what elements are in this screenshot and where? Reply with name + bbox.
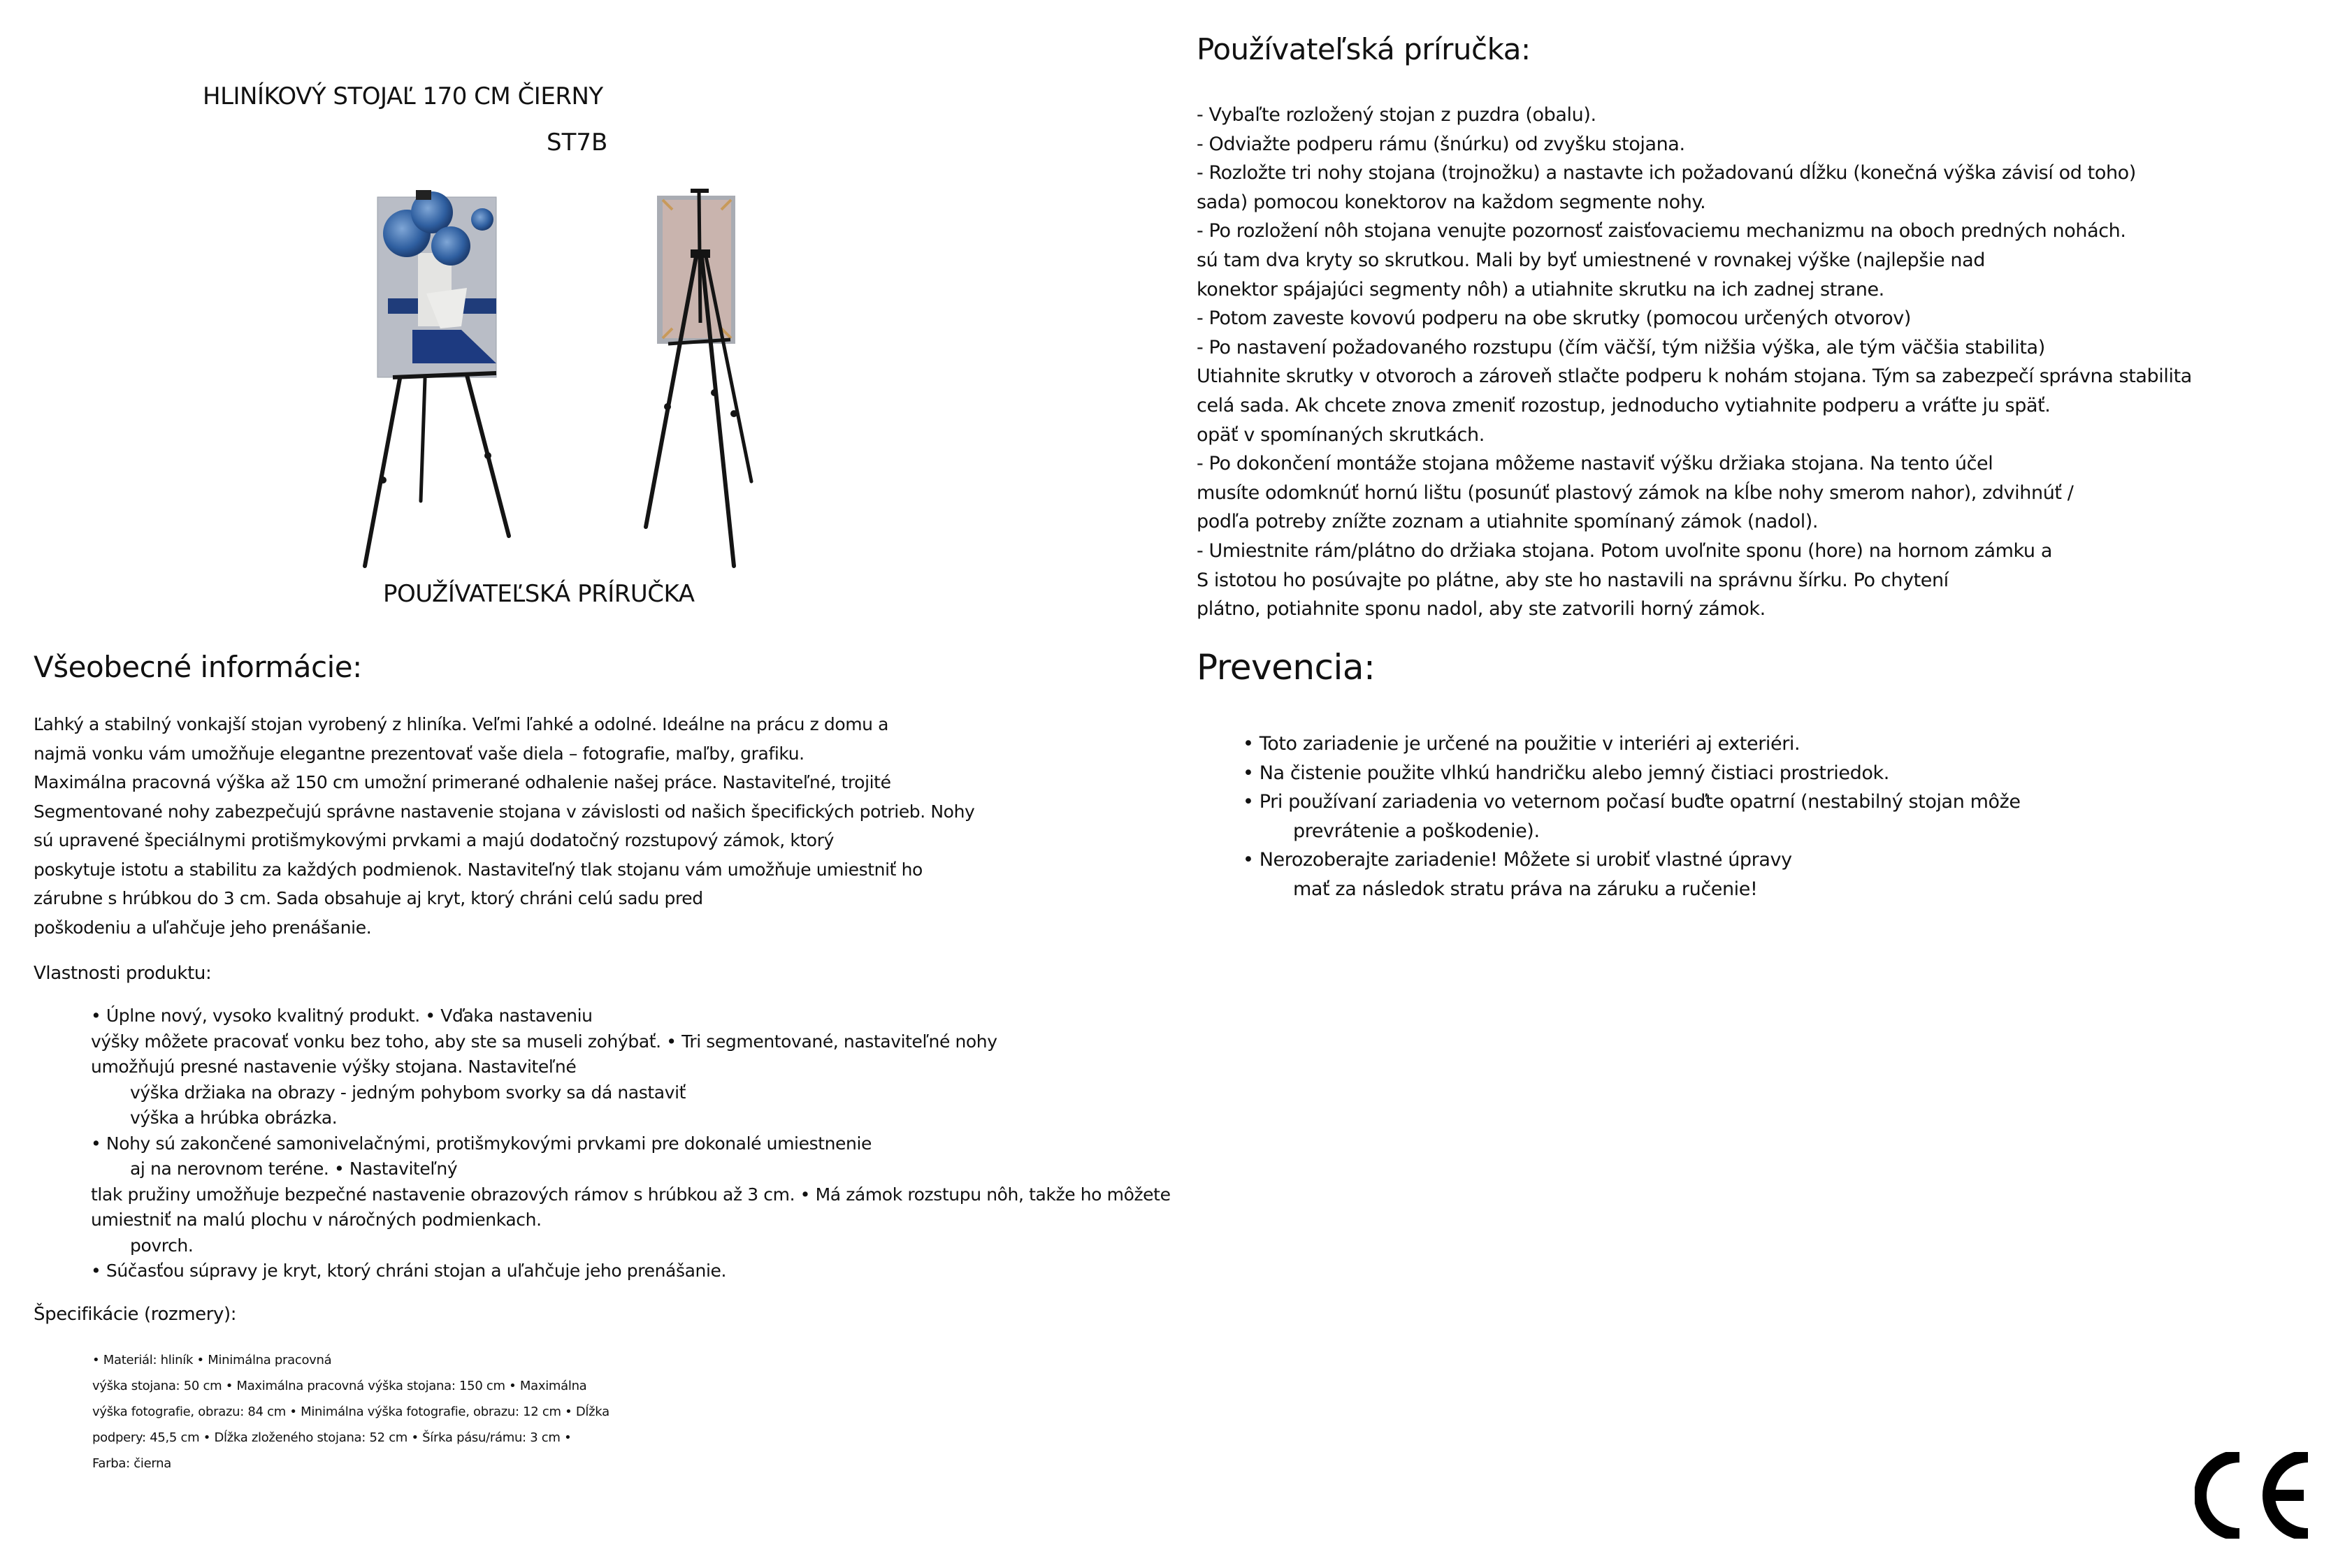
manual-heading: Používateľská príručka: [1197,32,1531,66]
manual-step-line: sada) pomocou konektorov na každom segmente nohy. [1197,191,1706,213]
feature-line: umiestniť na malú plochu v náročných podmienkach. [91,1210,542,1230]
specs-heading: Špecifikácie (rozmery): [34,1304,237,1325]
spec-line: výška stojana: 50 cm • Maximálna pracovná výška stojana: 150 cm • Maximálna [92,1379,587,1393]
manual-step-line: musíte odomknúť hornú lištu (posunúť plastový zámok na kĺbe nohy smerom nahor), zdvihnúť / [1197,481,2074,504]
general-info-line: poškodeniu a uľahčuje jeho prenášanie. [34,917,372,938]
manual-step-line: - Po dokončení montáže stojana môžeme nastaviť výšku držiaka stojana. Na tento účel [1197,453,1993,475]
prevention-line: • Pri používaní zariadenia vo veternom počasí buďte opatrní (nestabilný stojan môže [1243,791,2021,813]
manual-step-line: Utiahnite skrutky v otvoroch a zároveň stlačte podperu k nohám stojana. Tým sa zabezpečí správna stabilita [1197,365,2192,388]
easel-back-photo [629,183,839,574]
manual-step-line: opäť v spomínaných skrutkách. [1197,423,1485,446]
general-info-line: najmä vonku vám umožňuje elegantne prezentovať vaše diela – fotografie, maľby, grafiku. [34,743,804,764]
manual-subtitle: POUŽÍVATEĽSKÁ PRÍRUČKA [383,580,695,608]
manual-step-line: - Odviažte podperu rámu (šnúrku) od zvyšku stojana. [1197,133,1685,155]
feature-line: umožňujú presné nastavenie výšky stojana. Nastaviteľné [91,1057,577,1077]
general-info-line: Segmentované nohy zabezpečujú správne nastavenie stojana v závislosti od našich špecifických potrieb. Nohy [34,801,975,822]
feature-line: výška a hrúbka obrázka. [130,1108,338,1128]
general-info-line: Maximálna pracovná výška až 150 cm umožní primerané odhalenie našej práce. Nastaviteľné, trojité [34,772,891,792]
manual-step-line: - Umiestnite rám/plátno do držiaka stojana. Potom uvoľnite sponu (hore) na hornom zámku a [1197,539,2052,562]
manual-step-line: podľa potreby znížte zoznam a utiahnite spomínaný zámok (nadol). [1197,511,1819,533]
manual-step-line: - Po nastavení požadovaného rozstupu (čím väčší, tým nižšia výška, ale tým väčšia stabilita) [1197,336,2045,358]
feature-line: • Nohy sú zakončené samonivelačnými, protišmykovými prvkami pre dokonalé umiestnenie [91,1133,872,1154]
general-info-line: Ľahký a stabilný vonkajší stojan vyrobený z hliníka. Veľmi ľahké a odolné. Ideálne na prácu z domu a [34,714,889,734]
spec-line: • Materiál: hliník • Minimálna pracovná [92,1353,332,1367]
manual-steps [1197,101,2192,624]
manual-step-line: sú tam dva kryty so skrutkou. Mali by byť umiestnené v rovnakej výške (najlepšie nad [1197,249,1986,271]
prevention-line: • Nerozoberajte zariadenie! Môžete si urobiť vlastné úpravy [1243,849,1792,871]
manual-step-line: S istotou ho posúvajte po plátne, aby ste ho nastavili na správnu šírku. Po chytení [1197,569,1949,591]
spec-line: výška fotografie, obrazu: 84 cm • Minimálna výška fotografie, obrazu: 12 cm • Dĺžka [92,1404,609,1419]
feature-line: povrch. [130,1235,194,1256]
product-title: HLINÍKOVÝ STOJAĽ 170 CM ČIERNY [203,82,603,110]
general-info-text [34,710,974,942]
easel-front-photo [349,183,559,574]
manual-step-line: - Po rozložení nôh stojana venujte pozornosť zaisťovaciemu mechanizmu na oboch predných nohách. [1197,220,2126,242]
prevention-heading: Prevencia: [1197,647,1376,688]
feature-line: tlak pružiny umožňuje bezpečné nastavenie obrazových rámov s hrúbkou až 3 cm. • Má zámok rozstupu nôh, takže ho môžete [91,1184,1171,1205]
prevention-line: • Toto zariadenie je určené na použitie v interiéri aj exteriéri. [1243,733,1801,755]
general-info-heading: Všeobecné informácie: [34,650,362,684]
general-info-line: poskytuje istotu a stabilitu za každých podmienok. Nastaviteľný tlak stojanu vám umožňuje umiestniť ho [34,859,923,880]
ce-mark-icon [2195,1452,2314,1539]
general-info-line: zárubne s hrúbkou do 3 cm. Sada obsahuje aj kryt, ktorý chráni celú sadu pred [34,888,703,908]
spec-line: Farba: čierna [92,1456,171,1471]
general-info-line: sú upravené špeciálnymi protišmykovými prvkami a majú dodatočný rozstupový zámok, ktorý [34,830,834,850]
prevention-list [1243,729,2021,903]
manual-step-line: plátno, potiahnite sponu nadol, aby ste zatvorili horný zámok. [1197,598,1766,620]
feature-line: aj na nerovnom teréne. • Nastaviteľný [130,1159,458,1179]
features-list [91,1003,1171,1284]
prevention-line: prevrátenie a poškodenie). [1293,820,1540,842]
manual-step-line: - Rozložte tri nohy stojana (trojnožku) a nastavte ich požadovanú dĺžku (konečná výška závisí od toho) [1197,162,2136,184]
manual-step-line: - Vybaľte rozložený stojan z puzdra (obalu). [1197,104,1596,126]
spec-line: podpery: 45,5 cm • Dĺžka zloženého stojana: 52 cm • Šírka pásu/rámu: 3 cm • [92,1430,572,1445]
model-code: ST7B [547,129,608,157]
specs-list [92,1347,609,1476]
feature-line: výška držiaka na obrazy - jedným pohybom svorky sa dá nastaviť [130,1082,686,1103]
feature-line: • Úplne nový, vysoko kvalitný produkt. • Vďaka nastaveniu [91,1006,593,1026]
features-heading: Vlastnosti produktu: [34,963,212,984]
prevention-line: mať za následok stratu práva na záruku a ručenie! [1293,878,1758,900]
manual-step-line: celá sada. Ak chcete znova zmeniť rozostup, jednoducho vytiahnite podperu a vráťte ju späť. [1197,394,2051,416]
feature-line: výšky môžete pracovať vonku bez toho, aby ste sa museli zohýbať. • Tri segmentované, nastaviteľné nohy [91,1031,997,1052]
manual-step-line: - Potom zaveste kovovú podperu na obe skrutky (pomocou určených otvorov) [1197,307,1911,330]
feature-line: • Súčasťou súpravy je kryt, ktorý chráni stojan a uľahčuje jeho prenášanie. [91,1261,727,1281]
prevention-line: • Na čistenie použite vlhkú handričku alebo jemný čistiaci prostriedok. [1243,762,1889,784]
manual-step-line: konektor spájajúci segmenty nôh) a utiahnite skrutku na ich zadnej strane. [1197,278,1884,300]
